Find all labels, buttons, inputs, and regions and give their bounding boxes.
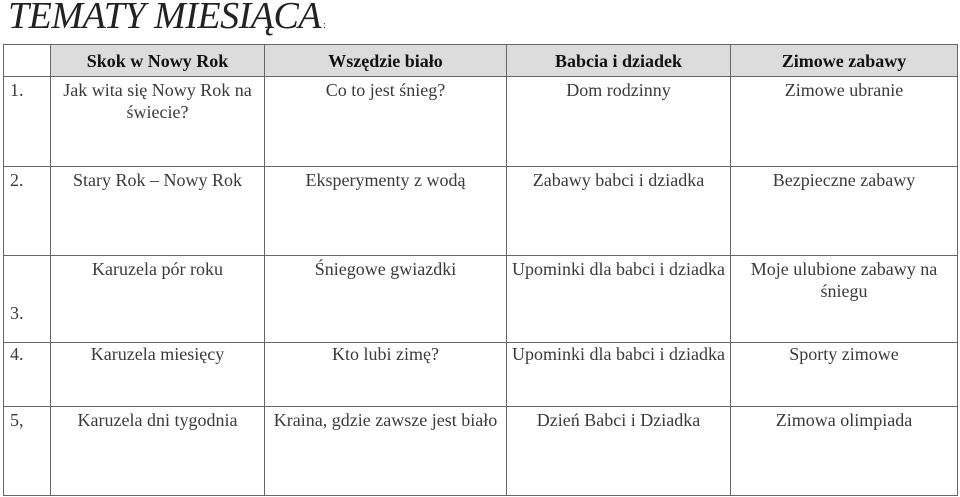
table-cell: Karuzela pór roku: [51, 256, 265, 343]
row-number: 2.: [4, 167, 51, 256]
table-row: [4, 256, 958, 343]
row-number: 1.: [4, 77, 51, 167]
table-cell: Upominki dla babci i dziadka: [507, 256, 731, 343]
table-cell: Dzień Babci i Dziadka: [507, 407, 731, 496]
table-cell: Moje ulubione zabawy na śniegu: [731, 256, 958, 343]
header-cell-zimowe-zabawy: Zimowe zabawy: [731, 45, 958, 77]
table-cell: Śniegowe gwiazdki: [265, 256, 507, 343]
table-header-row: [4, 45, 958, 77]
row-number: 5,: [4, 407, 51, 496]
table-cell: Stary Rok – Nowy Rok: [51, 167, 265, 256]
table-cell: Zimowa olimpiada: [731, 407, 958, 496]
table-cell: Upominki dla babci i dziadka: [507, 343, 731, 407]
page-title-text: TEMATY MIESIĄCA: [8, 0, 322, 37]
table-cell: Zimowe ubranie: [731, 77, 958, 167]
table-row: [4, 343, 958, 407]
row-number: 3.: [4, 256, 51, 343]
table-cell: Kto lubi zimę?: [265, 343, 507, 407]
row-number: 4.: [4, 343, 51, 407]
table-cell: Karuzela miesięcy: [51, 343, 265, 407]
page-title: [8, 0, 325, 38]
table-cell: Sporty zimowe: [731, 343, 958, 407]
table-cell: Karuzela dni tygodnia: [51, 407, 265, 496]
table-cell: Kraina, gdzie zawsze jest biało: [265, 407, 507, 496]
table-row: [4, 407, 958, 496]
header-cell-wszedzie-bialo: Wszędzie biało: [265, 45, 507, 77]
table-row: [4, 167, 958, 256]
table-cell: Bezpieczne zabawy: [731, 167, 958, 256]
table-cell: Co to jest śnieg?: [265, 77, 507, 167]
header-cell-babcia-i-dziadek: Babcia i dziadek: [507, 45, 731, 77]
topics-table: [3, 44, 958, 496]
table-cell: Jak wita się Nowy Rok na świecie?: [51, 77, 265, 167]
header-cell-skok-w-nowy-rok: Skok w Nowy Rok: [51, 45, 265, 77]
table-cell: Dom rodzinny: [507, 77, 731, 167]
table-row: [4, 77, 958, 167]
table-cell: Eksperymenty z wodą: [265, 167, 507, 256]
table-cell: Zabawy babci i dziadka: [507, 167, 731, 256]
page-title-mark: :: [323, 20, 326, 31]
header-cell-number: [4, 45, 51, 77]
